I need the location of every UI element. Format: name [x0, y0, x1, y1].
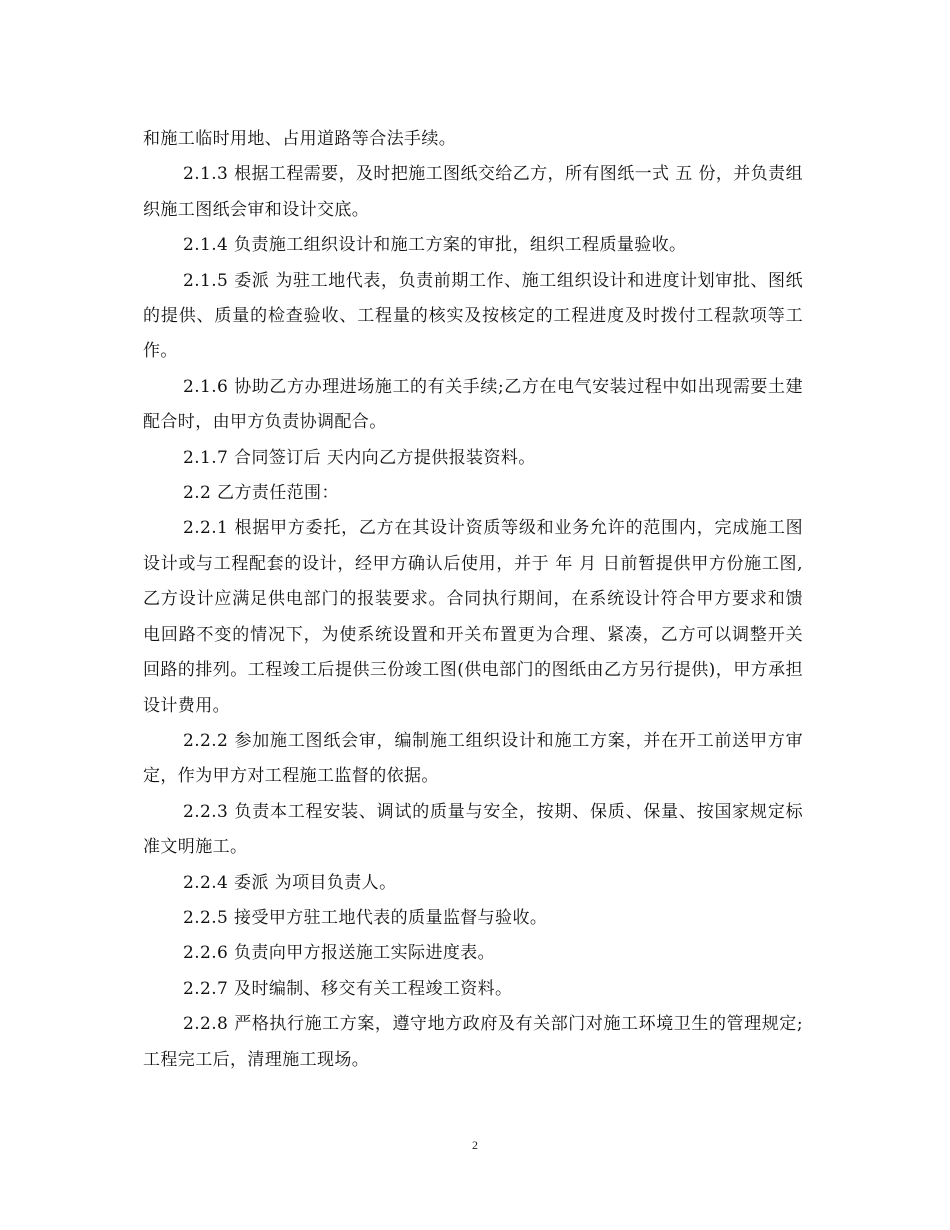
clause-2-1-6: 2.1.6 协助乙方办理进场施工的有关手续;乙方在电气安装过程中如出现需要土建配合时，由甲方负责协调配合。 [143, 376, 803, 433]
clause-2-1-3: 2.1.3 根据工程需要，及时把施工图纸交给乙方，所有图纸一式 五 份，并负责组织施工图纸会审和设计交底。 [143, 164, 803, 220]
clause-2-1-7: 2.1.7 合同签订后 天内向乙方提供报装资料。 [183, 447, 536, 468]
clause-2-2-1: 2.2.1 根据甲方委托，乙方在其设计资质等级和业务允许的范围内，完成施工图设计或与工程配套的设计，经甲方确认后使用，并于 年 月 日前暂提供甲方份施工图,乙方设计应满足供电部门的报装要求。合同执行期间，在系统设计符合甲方要求和馈电回路不变的情况下，为使系统设置和开关布置更为合理、紧凑，乙方可以调整开关回路的排列。工程竣工后提供三份竣工图(供电部门的图纸由乙方另行提供)，甲方承担设计费用。 [143, 518, 803, 716]
clause-2-2-2: 2.2.2 参加施工图纸会审，编制施工组织设计和施工方案，并在开工前送甲方审定，作为甲方对工程施工监督的依据。 [143, 730, 803, 787]
clause-2-2-3: 2.2.3 负责本工程安装、调试的质量与安全，按期、保质、保量、按国家规定标准文明施工。 [143, 801, 803, 858]
clause-2-2-4: 2.2.4 委派 为项目负责人。 [183, 872, 397, 893]
clause-2-2-6: 2.2.6 负责向甲方报送施工实际进度表。 [183, 943, 496, 964]
clause-2-1-5: 2.1.5 委派 为驻工地代表，负责前期工作、施工组织设计和进度计划审批、图纸的提供、质量的检查验收、工程量的核实及按核定的工程进度及时拨付工程款项等工作。 [143, 270, 803, 362]
paragraph-continuation: 和施工临时用地、占用道路等合法手续。 [143, 129, 457, 149]
clause-2-1-4: 2.1.4 负责施工组织设计和施工方案的审批，组织工程质量验收。 [183, 235, 687, 256]
page-number: 2 [472, 1138, 478, 1152]
clause-2-2-8: 2.2.8 严格执行施工方案，遵守地方政府及有关部门对施工环境卫生的管理规定;工程完工后，清理施工现场。 [143, 1014, 803, 1070]
clause-2-2-5: 2.2.5 接受甲方驻工地代表的质量监督与验收。 [183, 907, 548, 928]
document-body [143, 122, 803, 1078]
section-2-2-heading: 2.2 乙方责任范围： [183, 483, 339, 504]
clause-2-2-7: 2.2.7 及时编制、移交有关工程竣工资料。 [183, 978, 513, 999]
